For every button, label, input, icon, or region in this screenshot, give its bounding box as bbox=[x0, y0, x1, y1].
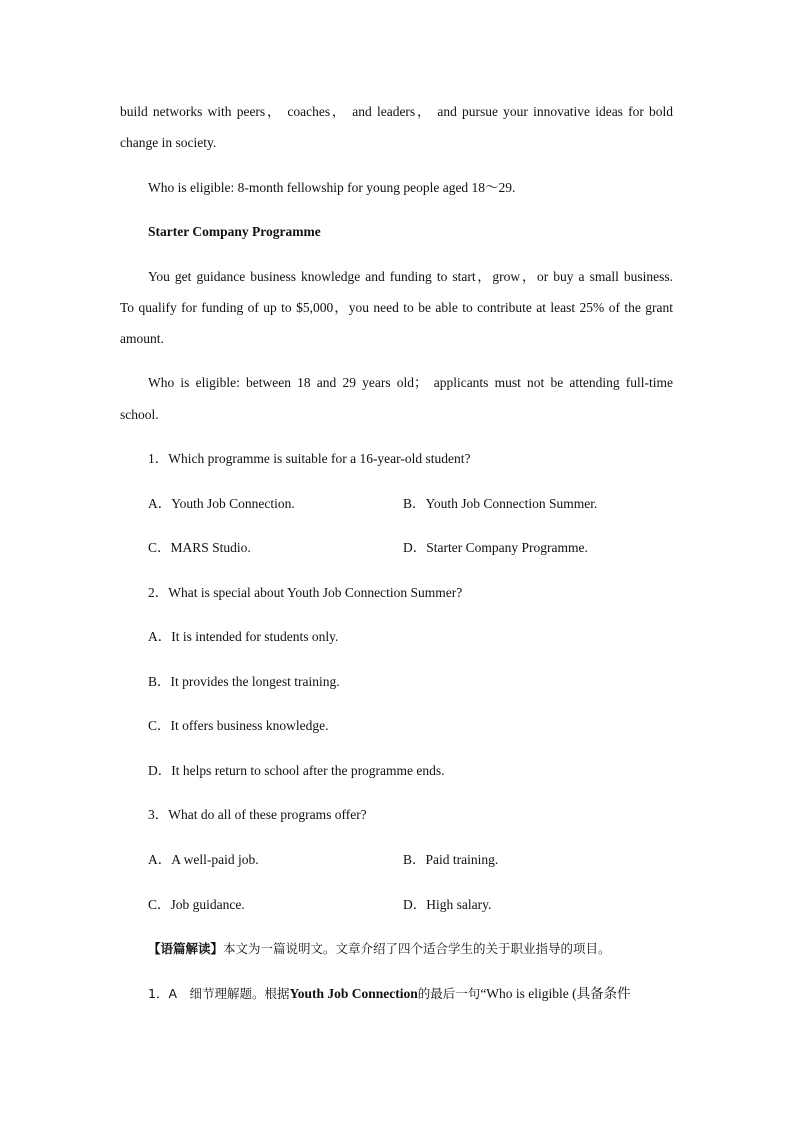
analysis-intro bbox=[148, 940, 611, 958]
answer-1-programme-name: Youth Job Connection bbox=[289, 986, 418, 1001]
question-1-option-a: A．Youth Job Connection. bbox=[148, 496, 295, 511]
analysis-answer-1 bbox=[148, 985, 631, 1003]
starter-eligibility-line-2: school. bbox=[120, 407, 159, 422]
question-2-option-d: D．It helps return to school after the programme ends. bbox=[148, 763, 445, 778]
question-2-option-a: A．It is intended for students only. bbox=[148, 629, 339, 644]
question-1-option-b: B．Youth Job Connection Summer. bbox=[403, 496, 598, 511]
mars-eligibility: Who is eligible: 8-month fellowship for young people aged 18～29. bbox=[148, 180, 516, 195]
question-1-option-d: D．Starter Company Programme. bbox=[403, 540, 588, 555]
starter-heading: Starter Company Programme bbox=[148, 224, 321, 239]
question-3-stem: 3．What do all of these programs offer? bbox=[148, 807, 367, 822]
starter-description-line-3: amount. bbox=[120, 331, 164, 346]
mars-description-line-2: change in society. bbox=[120, 135, 217, 150]
answer-1-quote: “Who is eligible (具备条件 bbox=[480, 986, 631, 1001]
question-1-stem: 1．Which programme is suitable for a 16-year-old student? bbox=[148, 451, 471, 466]
starter-description-line-1: You get guidance business knowledge and funding to start，grow，or buy a small business. bbox=[148, 269, 673, 284]
analysis-intro-text: 本文为一篇说明文。文章介绍了四个适合学生的关于职业指导的项目。 bbox=[223, 941, 611, 956]
question-3-option-c: C．Job guidance. bbox=[148, 897, 245, 912]
question-2-option-c: C．It offers business knowledge. bbox=[148, 718, 329, 733]
question-2-stem: 2．What is special about Youth Job Connection Summer? bbox=[148, 585, 463, 600]
question-1-option-c: C．MARS Studio. bbox=[148, 540, 251, 555]
answer-1-middle: 的最后一句 bbox=[417, 986, 481, 1001]
starter-eligibility-line-1: Who is eligible: between 18 and 29 years old； applicants must not be attending full-time bbox=[148, 375, 673, 390]
answer-1-prefix: 1．A 细节理解题。根据 bbox=[148, 986, 290, 1001]
mars-description-line-1: build networks with peers， coaches， and leaders， and pursue your innovative ideas for bold bbox=[120, 104, 673, 119]
starter-description-line-2: To qualify for funding of up to $5,000，you need to be able to contribute at least 25% of the grant bbox=[120, 300, 673, 315]
question-2-option-b: B．It provides the longest training. bbox=[148, 674, 340, 689]
question-3-option-b: B．Paid training. bbox=[403, 852, 499, 867]
question-3-option-d: D．High salary. bbox=[403, 897, 492, 912]
question-3-option-a: A．A well-paid job. bbox=[148, 852, 259, 867]
analysis-intro-label: 【语篇解读】 bbox=[148, 941, 224, 956]
